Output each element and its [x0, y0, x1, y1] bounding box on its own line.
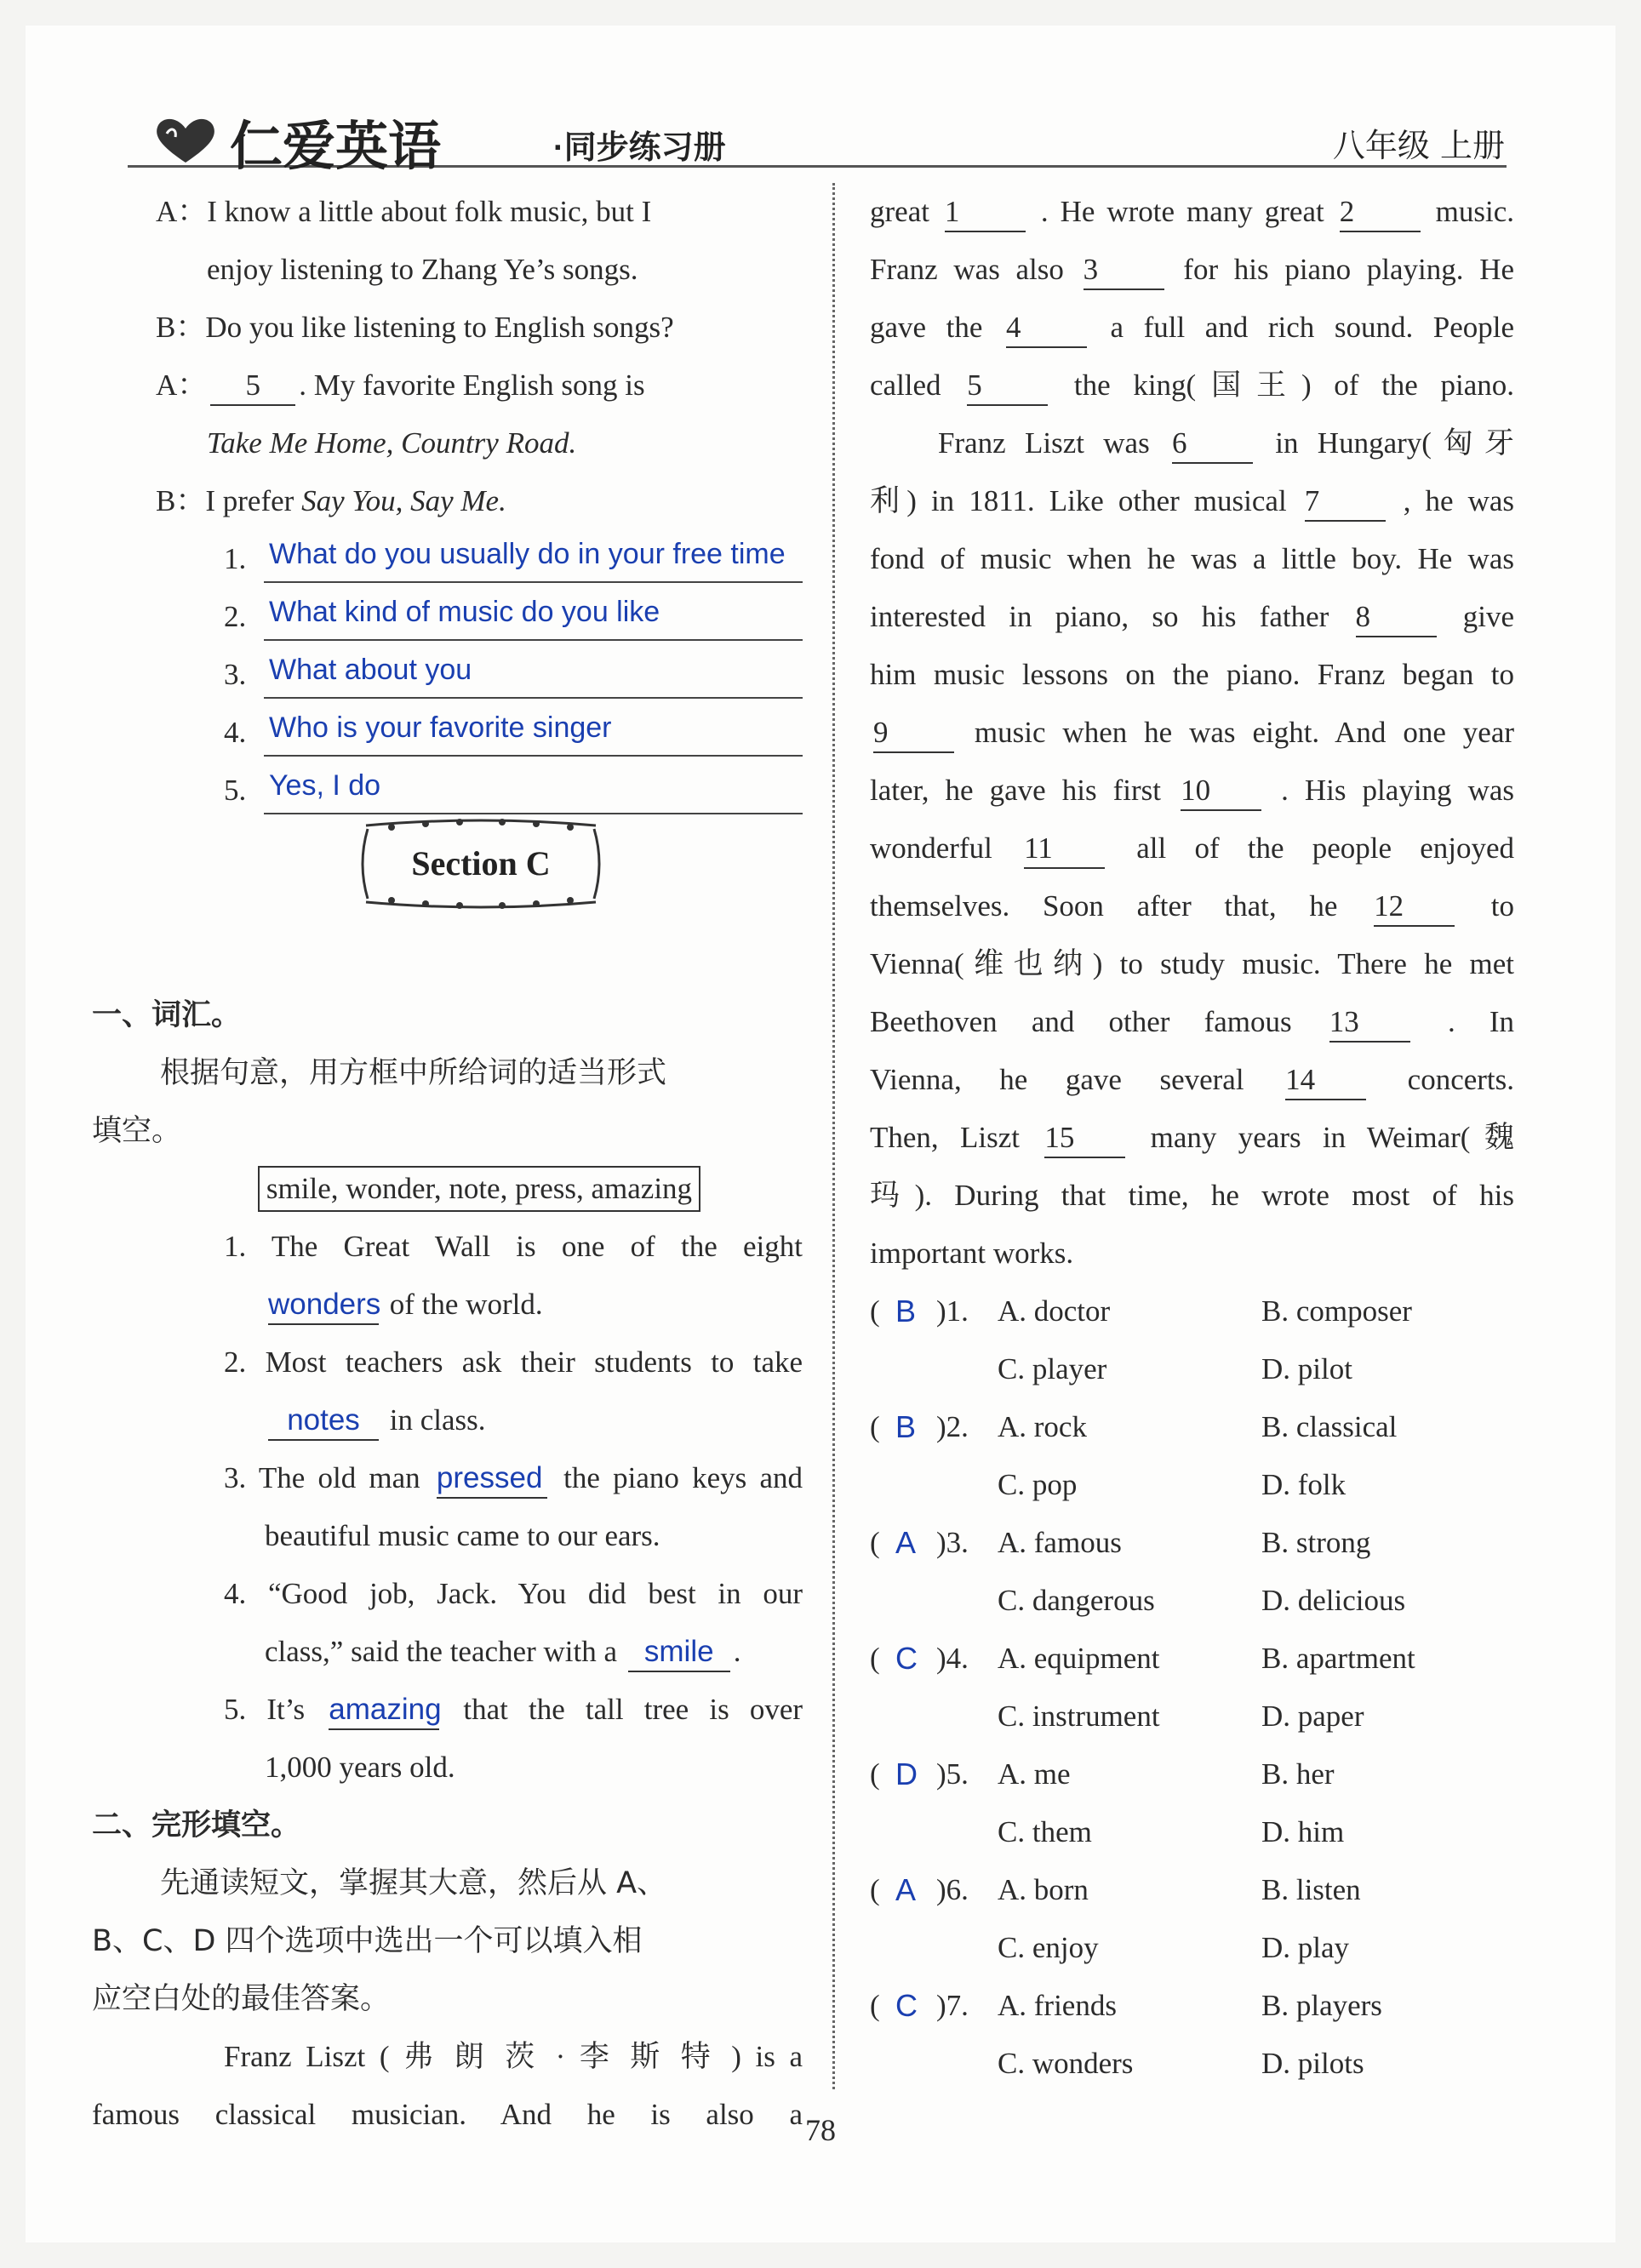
passage-text: themselves. Soon after that, he [870, 889, 1338, 923]
passage-text: Vienna, he gave several [870, 1063, 1244, 1096]
grade-label: 八年级 上册 [1332, 127, 1505, 164]
answer-text: What kind of music do you like [264, 588, 803, 641]
item-text: Most teachers ask their students to take [265, 1345, 803, 1379]
option-b: B. her [1261, 1757, 1335, 1791]
passage-line [870, 1225, 1514, 1283]
answer-list [156, 530, 803, 820]
vocab-instruction: 根据句意，用方框中所给词的适当形式 [160, 1056, 667, 1090]
passage-line [870, 241, 1514, 299]
question-row [870, 1977, 1514, 2035]
song-title: Say You, Say Me. [301, 484, 506, 517]
question-number: )3. [936, 1526, 969, 1559]
passage-line [870, 183, 1514, 241]
question-row-cont [870, 1688, 1514, 1745]
passage-text: . He wrote many great [1040, 195, 1324, 228]
option-a: A. doctor [998, 1294, 1111, 1328]
passage-text: give [1462, 600, 1515, 633]
book-subtitle: ·同步练习册 [553, 130, 726, 166]
vocab-item-cont [156, 1739, 803, 1797]
cloze-blank: 11 [1024, 830, 1105, 869]
dialogue-text: enjoy listening to Zhang Ye’s songs. [207, 253, 638, 286]
cloze-blank: 6 [1172, 425, 1253, 464]
answer-number: 5. [224, 774, 247, 807]
passage-line: Franz Liszt ( 弗 朗 茨 · 李 斯 特 ) is a [224, 2040, 803, 2073]
answer-line [156, 704, 803, 762]
heart-logo-icon [152, 115, 220, 166]
item-number: 5. [224, 1693, 247, 1726]
paren: ( [870, 1989, 880, 2022]
cloze-passage [870, 183, 1514, 1283]
speaker: A： [156, 368, 208, 402]
paren: ( [870, 1410, 880, 1443]
passage-line [870, 1051, 1514, 1109]
cloze-instruction: B、C、D 四个选项中选出一个可以填入相 [92, 1924, 643, 1958]
choice-answer: A [895, 1872, 917, 1907]
option-c: C. instrument [998, 1700, 1160, 1733]
choice-answer: B [895, 1409, 917, 1444]
item-text: The old man [258, 1461, 420, 1494]
cloze-blank: 3 [1084, 251, 1164, 290]
item-number: 4. [224, 1577, 247, 1610]
cloze-blank: 12 [1374, 888, 1455, 927]
vocab-heading: 一、词汇。 [92, 998, 242, 1032]
passage-text: interested in piano, so his father [870, 600, 1329, 633]
option-a: A. famous [998, 1526, 1122, 1559]
left-column [92, 183, 803, 2144]
paren: ( [870, 1757, 880, 1791]
passage-text: to [1490, 889, 1515, 923]
vocab-instruction: 填空。 [92, 1114, 182, 1148]
answer-blank: notes [268, 1402, 379, 1441]
question-row [870, 1745, 1514, 1803]
passage-line [870, 877, 1514, 935]
option-d: D. pilot [1261, 1352, 1352, 1385]
option-d: D. him [1261, 1815, 1345, 1848]
option-c: C. player [998, 1352, 1107, 1385]
choice-answer: C [895, 1641, 918, 1676]
passage-text: 利) in 1811. Like other musical [870, 484, 1287, 517]
answer-blank: smile [628, 1633, 730, 1672]
brand-title: 仁爱英语 [230, 117, 442, 176]
wordbox-line [156, 1160, 803, 1218]
option-a: A. equipment [998, 1642, 1160, 1675]
dialogue-text: . My favorite English song is [299, 368, 645, 402]
page-number: 78 [805, 2113, 836, 2147]
cloze-instruction: 先通读短文，掌握其大意，然后从 A、 [160, 1866, 667, 1900]
option-b: B. listen [1261, 1873, 1361, 1906]
option-d: D. delicious [1261, 1584, 1406, 1617]
cloze-blank: 13 [1329, 1003, 1410, 1043]
vocab-item [156, 1449, 803, 1507]
passage-line [870, 588, 1514, 646]
answer-number: 3. [224, 658, 247, 691]
question-row [870, 1283, 1514, 1340]
answer-text: Yes, I do [264, 762, 803, 814]
passage-text: Then, Liszt [870, 1121, 1020, 1154]
speaker: B： [156, 311, 206, 344]
passage-line [870, 299, 1514, 357]
passage-line [870, 472, 1514, 530]
passage-line [870, 820, 1514, 877]
dialogue-line [156, 472, 803, 530]
paren: ( [870, 1642, 880, 1675]
question-row-cont [870, 2035, 1514, 2093]
passage-line [870, 414, 1514, 472]
cloze-questions [870, 1283, 1514, 2093]
dialogue-line [156, 241, 803, 299]
question-number: )7. [936, 1989, 969, 2022]
passage-text: great [870, 195, 929, 228]
item-number: 1. [224, 1230, 247, 1263]
passage-line [870, 646, 1514, 704]
option-d: D. folk [1261, 1468, 1347, 1501]
item-text: class,” said the teacher with a [265, 1635, 617, 1668]
question-row [870, 1398, 1514, 1456]
answer-number: 4. [224, 716, 247, 749]
option-c: C. enjoy [998, 1931, 1099, 1964]
section-c-emblem [357, 817, 604, 911]
passage-text: Franz Liszt was [938, 426, 1150, 460]
passage-line [870, 1109, 1514, 1167]
song-title: Take Me Home, Country Road. [207, 426, 577, 460]
dialogue-line [156, 299, 803, 357]
option-a: A. me [998, 1757, 1071, 1791]
passage-text: . In [1447, 1005, 1514, 1038]
answer-line [156, 588, 803, 646]
right-column [870, 183, 1514, 2093]
option-a: A. born [998, 1873, 1089, 1906]
option-d: D. paper [1261, 1700, 1364, 1733]
vocab-item-cont [156, 1507, 803, 1565]
option-c: C. wonders [998, 2047, 1134, 2080]
option-c: C. pop [998, 1468, 1078, 1501]
option-a: A. friends [998, 1989, 1117, 2022]
item-text: of the world. [389, 1288, 543, 1321]
speaker: A： [156, 195, 208, 228]
passage-text: music when he was eight. And one year [974, 716, 1515, 749]
cloze-blank: 10 [1181, 772, 1261, 811]
vocab-items [156, 1218, 803, 1797]
option-c: C. them [998, 1815, 1092, 1848]
blank-5: 5 [210, 367, 295, 406]
cloze-blank: 1 [945, 193, 1026, 232]
item-text: The Great Wall is one of the eight [271, 1230, 803, 1263]
choice-answer: A [895, 1525, 917, 1560]
dialogue-line [156, 357, 803, 414]
passage-line: famous classical musician. And he is also a [92, 2098, 803, 2131]
item-number: 3. [224, 1461, 247, 1494]
vocab-item-cont [156, 1391, 803, 1449]
option-b: B. classical [1261, 1410, 1398, 1443]
vocab-item [156, 1334, 803, 1391]
passage-text: the king(国王) of the piano. [1073, 368, 1515, 402]
passage-line [870, 993, 1514, 1051]
item-text: in class. [389, 1403, 486, 1437]
passage-line [870, 1167, 1514, 1225]
passage-text: a full and rich sound. People [1110, 311, 1515, 344]
passage-text: Beethoven and other famous [870, 1005, 1292, 1038]
choice-answer: B [895, 1294, 917, 1328]
question-number: )6. [936, 1873, 969, 1906]
vocab-item-cont [156, 1276, 803, 1334]
paren: ( [870, 1294, 880, 1328]
passage-text: gave the [870, 311, 983, 344]
passage-text: for his piano playing. He [1183, 253, 1515, 286]
answer-text: Who is your favorite singer [264, 704, 803, 757]
question-row [870, 1630, 1514, 1688]
passage-text: many years in Weimar(魏 [1150, 1121, 1515, 1154]
answer-line [156, 646, 803, 704]
vocab-item-cont [156, 1623, 803, 1681]
passage-text: all of the people enjoyed [1136, 831, 1515, 865]
paren: ( [870, 1873, 880, 1906]
vocab-item [156, 1218, 803, 1276]
item-text: 1,000 years old. [265, 1751, 455, 1784]
word-box: smile, wonder, note, press, amazing [258, 1166, 700, 1212]
passage-line [870, 935, 1514, 993]
passage-text: music. [1435, 195, 1515, 228]
passage-text: in Hungary(匈牙 [1275, 426, 1514, 460]
answer-number: 1. [224, 542, 247, 575]
question-number: )2. [936, 1410, 969, 1443]
question-row-cont [870, 1572, 1514, 1630]
question-row-cont [870, 1456, 1514, 1514]
option-b: B. apartment [1261, 1642, 1415, 1675]
passage-text: Vienna(维也纳) to study music. There he met [870, 947, 1514, 980]
cloze-heading: 二、完形填空。 [92, 1808, 301, 1842]
question-row-cont [870, 1919, 1514, 1977]
answer-line [156, 762, 803, 820]
question-row-cont [870, 1340, 1514, 1398]
answer-number: 2. [224, 600, 247, 633]
passage-text: him music lessons on the piano. Franz began to [870, 658, 1514, 691]
passage-text: later, he gave his first [870, 774, 1162, 807]
question-row-cont [870, 1803, 1514, 1861]
passage-text: important works. [870, 1237, 1074, 1270]
option-c: C. dangerous [998, 1584, 1155, 1617]
passage-line [870, 357, 1514, 414]
question-number: )1. [936, 1294, 969, 1328]
cloze-blank: 14 [1285, 1061, 1366, 1100]
option-b: B. players [1261, 1989, 1382, 2022]
option-d: D. pilots [1261, 2047, 1364, 2080]
answer-line [156, 530, 803, 588]
item-number: 2. [224, 1345, 247, 1379]
answer-blank: wonders [268, 1286, 379, 1325]
passage-text: , he was [1403, 484, 1515, 517]
option-d: D. play [1261, 1931, 1350, 1964]
column-divider [832, 183, 835, 2089]
option-b: B. composer [1261, 1294, 1412, 1328]
cloze-blank: 4 [1006, 309, 1087, 348]
choice-answer: D [895, 1757, 918, 1791]
passage-text: . His playing was [1281, 774, 1515, 807]
option-b: B. strong [1261, 1526, 1371, 1559]
option-a: A. rock [998, 1410, 1087, 1443]
question-row [870, 1861, 1514, 1919]
speaker: B： [156, 484, 206, 517]
cloze-blank: 9 [873, 714, 954, 753]
answer-blank: pressed [437, 1460, 547, 1499]
item-text: . [733, 1635, 741, 1668]
question-row [870, 1514, 1514, 1572]
passage-line [870, 530, 1514, 588]
question-number: )5. [936, 1757, 969, 1791]
passage-text: wonderful [870, 831, 992, 865]
dialogue-text: Do you like listening to English songs? [205, 311, 674, 344]
passage-line [870, 704, 1514, 762]
passage-text: 玛). During that time, he wrote most of his [870, 1179, 1514, 1212]
dialogue-line [156, 183, 803, 241]
cloze-blank: 2 [1340, 193, 1421, 232]
cloze-blank: 15 [1044, 1119, 1125, 1158]
item-text: the piano keys and [563, 1461, 803, 1494]
paren: ( [870, 1526, 880, 1559]
dialogue-text: I know a little about folk music, but I [207, 195, 652, 228]
passage-text: Franz was also [870, 253, 1064, 286]
passage-text: concerts. [1407, 1063, 1515, 1096]
vocab-item [156, 1681, 803, 1739]
item-text: beautiful music came to our ears. [265, 1519, 660, 1552]
dialogue-line [156, 414, 803, 472]
cloze-blank: 5 [967, 367, 1048, 406]
cloze-blank: 7 [1305, 483, 1386, 522]
vocab-item [156, 1565, 803, 1623]
answer-text: What do you usually do in your free time [264, 530, 803, 583]
question-number: )4. [936, 1642, 969, 1675]
passage-text: fond of music when he was a little boy. He was [870, 542, 1514, 575]
item-text: It’s [266, 1693, 306, 1726]
passage-text: called [870, 368, 941, 402]
item-text: “Good job, Jack. You did best in our [267, 1577, 803, 1610]
dialogue-text: I prefer [205, 484, 302, 517]
section-title: Section C [411, 844, 551, 883]
passage-line [870, 762, 1514, 820]
cloze-blank: 8 [1356, 598, 1437, 637]
cloze-instruction: 应空白处的最佳答案。 [92, 1982, 391, 2016]
choice-answer: C [895, 1988, 918, 2023]
answer-blank: amazing [329, 1691, 439, 1730]
item-text: that the tall tree is over [463, 1693, 803, 1726]
answer-text: What about you [264, 646, 803, 699]
